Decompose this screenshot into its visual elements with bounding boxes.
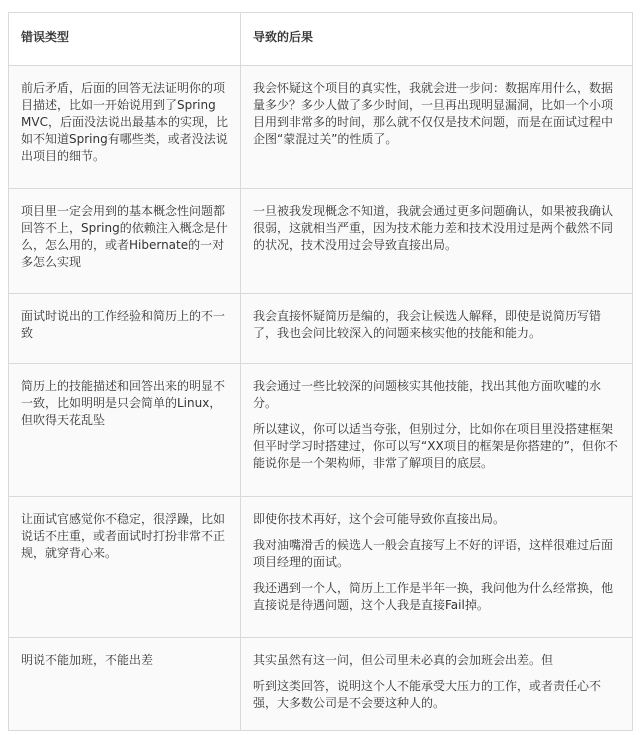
table-row xyxy=(9,364,633,497)
error-type-cell: 让面试官感觉你不稳定，很浮躁，比如说话不庄重，或者面试时打扮非常不正规，就穿背心来。 xyxy=(9,497,241,638)
header-error-type: 错误类型 xyxy=(9,13,241,66)
consequence-paragraph: 我会直接怀疑简历是编的，我会让候选人解释，即使是说简历写错了，我也会问比较深入的问题来核实他的技能和能力。 xyxy=(253,309,602,340)
consequence-paragraph: 我还遇到一个人，简历上工作是半年一换，我问他为什么经常换，他直接说是待遇问题，这个人我是直接Fail掉。 xyxy=(253,581,614,612)
consequence-paragraph: 其实虽然有这一问，但公司里未必真的会加班会出差。但 xyxy=(253,653,554,667)
error-type-cell: 简历上的技能描述和回答出来的明显不一致，比如明明是只会简单的Linux，但吹得天花乱坠 xyxy=(9,364,241,497)
table-row xyxy=(9,294,633,364)
table-row xyxy=(9,66,633,189)
consequence-paragraph: 我对油嘴滑舌的候选人一般会直接写上不好的评语，这样很难过后面项目经理的面试。 xyxy=(253,538,614,569)
consequence-cell xyxy=(241,364,633,497)
consequence-cell xyxy=(241,66,633,189)
consequence-paragraph: 我会通过一些比较深的问题核实其他技能，找出其他方面吹嘘的水分。 xyxy=(253,379,602,410)
error-type-cell: 前后矛盾，后面的回答无法证明你的项目描述，比如一开始说用到了Spring MVC，后面没法说出最基本的实现，比如不知道Spring有哪些类，或者没法说出项目的细节。 xyxy=(9,66,241,189)
error-consequence-table xyxy=(8,12,633,731)
header-consequence: 导致的后果 xyxy=(241,13,633,66)
error-type-cell: 项目里一定会用到的基本概念性问题都回答不上，Spring的依赖注入概念是什么，怎么用的，或者Hibernate的一对多怎么实现 xyxy=(9,189,241,294)
error-type-cell: 明说不能加班，不能出差 xyxy=(9,638,241,731)
consequence-paragraph: 听到这类回答，说明这个人不能承受大压力的工作，或者责任心不强，大多数公司是不会要这种人的。 xyxy=(253,679,602,710)
consequence-paragraph: 即使你技术再好，这个会可能导致你直接出局。 xyxy=(253,512,506,526)
consequence-cell xyxy=(241,294,633,364)
consequence-cell xyxy=(241,638,633,731)
error-table-container xyxy=(8,12,632,731)
consequence-cell xyxy=(241,189,633,294)
error-type-cell: 面试时说出的工作经验和简历上的不一致 xyxy=(9,294,241,364)
consequence-paragraph: 我会怀疑这个项目的真实性，我就会进一步问：数据库用什么，数据量多少？多少人做了多少时间，一旦再出现明显漏洞，比如一个小项目用到非常多的时间，那么就不仅仅是技术问题，而是在面试过程中企图“蒙混过关”的性质了。 xyxy=(253,81,614,146)
consequence-paragraph: 一旦被我发现概念不知道，我就会通过更多问题确认，如果被我确认很弱，这就相当严重，因为技术能力差和技术没用过是两个截然不同的状况，技术没用过会导致直接出局。 xyxy=(253,204,614,252)
table-row xyxy=(9,189,633,294)
table-row xyxy=(9,497,633,638)
consequence-cell xyxy=(241,497,633,638)
table-header-row xyxy=(9,13,633,66)
table-row xyxy=(9,638,633,731)
consequence-paragraph: 所以建议，你可以适当夸张，但别过分，比如你在项目里没搭建框架但平时学习时搭建过，你可以写“XX项目的框架是你搭建的”，但你不能说你是一个架构师，非常了解项目的底层。 xyxy=(253,422,618,470)
